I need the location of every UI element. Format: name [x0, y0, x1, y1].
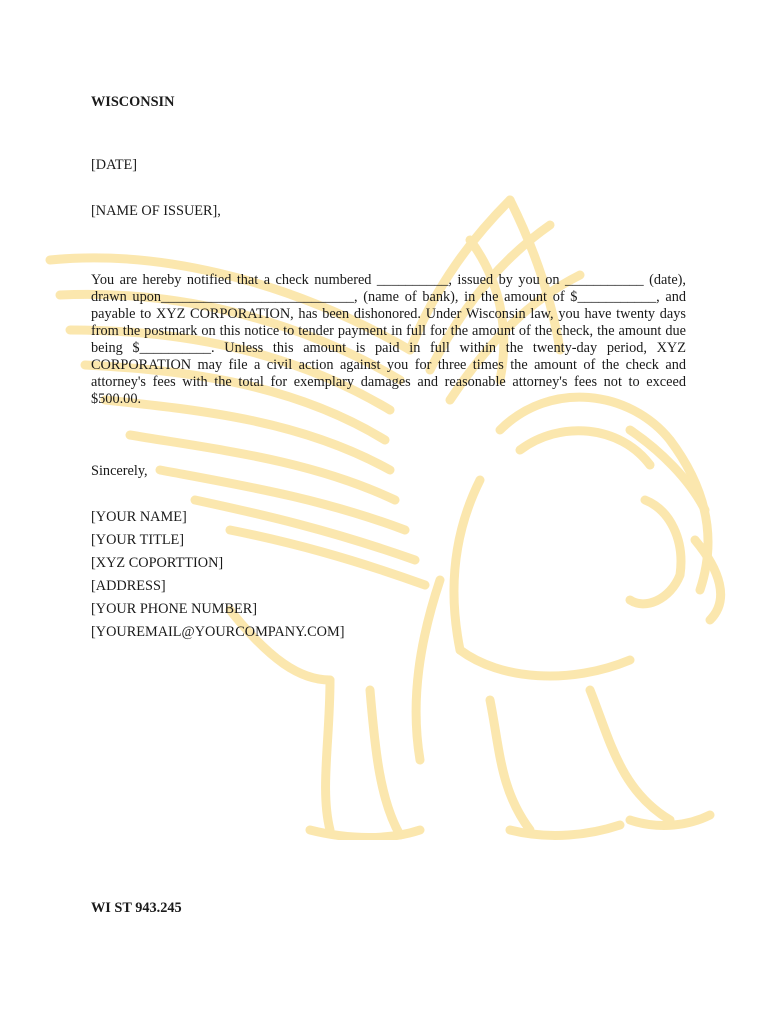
signature-block — [91, 509, 344, 647]
body-paragraph: You are hereby notified that a check numbered __________, issued by you on ___________ (date), drawn upon___________________________, (name of bank), in the amount of $___________, and payable to XYZ CORPORATION, has been dishonored. Under Wisconsin law, you have twenty days from the postmark on this notice to tender payment in full for the amount of the check, the amount due being $__________. Unless this amount is paid in full within the twenty-day period, XYZ CORPORATION may file a civil action against you for three times the amount of the check and attorney's fees with the total for exemplary damages and reasonable attorney's fees not to exceed $500.00. — [91, 272, 686, 407]
statute-reference: WI ST 943.245 — [91, 900, 182, 916]
date-placeholder: [DATE] — [91, 157, 138, 173]
signature-phone: [YOUR PHONE NUMBER] — [91, 601, 258, 617]
letter-body — [91, 272, 686, 408]
signature-email: [YOUREMAIL@YOURCOMPANY.COM] — [91, 624, 345, 640]
signature-company: [XYZ COPORTTION] — [91, 555, 224, 571]
signature-name: [YOUR NAME] — [91, 509, 187, 525]
state-heading: WISCONSIN — [91, 94, 175, 110]
issuer-placeholder: [NAME OF ISSUER], — [91, 203, 221, 219]
signature-address: [ADDRESS] — [91, 578, 166, 594]
closing-line: Sincerely, — [91, 463, 148, 479]
signature-title: [YOUR TITLE] — [91, 532, 185, 548]
